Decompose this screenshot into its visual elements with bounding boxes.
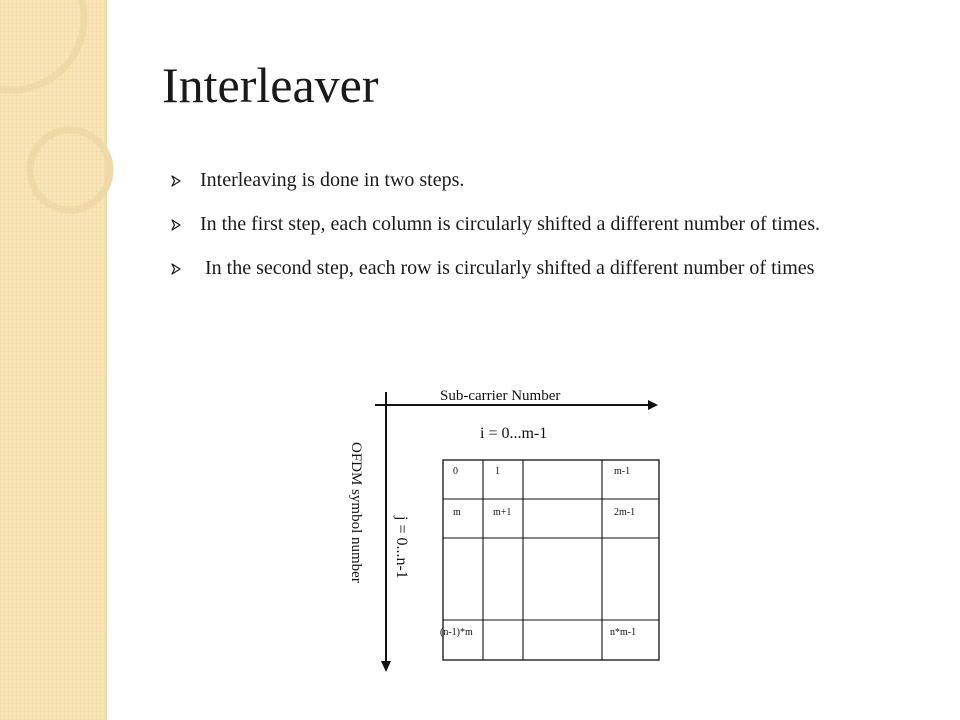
horizontal-index-label: i = 0...m-1 xyxy=(480,425,548,442)
grid-cell: n*m-1 xyxy=(610,627,637,638)
bullet-item xyxy=(168,253,908,284)
bullet-list xyxy=(168,165,908,297)
grid-cell: 2m-1 xyxy=(614,507,636,518)
decorative-ring-large xyxy=(0,0,84,90)
grid-cell: m xyxy=(453,507,461,518)
grid-cell: 0 xyxy=(453,466,458,477)
horizontal-axis-arrowhead xyxy=(648,400,658,410)
grid-cell: m-1 xyxy=(614,466,631,477)
interleaver-grid-diagram xyxy=(330,378,670,678)
decorative-rings xyxy=(0,0,140,240)
vertical-axis-label: OFDM symbol number xyxy=(348,442,364,583)
grid-cell: m+1 xyxy=(493,507,512,518)
vertical-axis-arrowhead xyxy=(381,661,391,672)
grid-cell: 1 xyxy=(495,466,500,477)
bullet-text: In the first step, each column is circularly shifted a different number of times. xyxy=(200,213,820,235)
horizontal-axis-label: Sub-carrier Number xyxy=(440,388,561,404)
right-arrow-icon xyxy=(170,219,182,231)
grid-cell: (n-1)*m xyxy=(440,627,473,638)
vertical-index-label: j = 0...n-1 xyxy=(393,516,410,579)
decorative-ring-small xyxy=(30,130,110,210)
bullet-text: In the second step, each row is circularly shifted a different number of times xyxy=(200,257,815,279)
bullet-text: Interleaving is done in two steps. xyxy=(200,169,465,191)
bullet-item xyxy=(168,209,908,240)
slide-title: Interleaver xyxy=(162,57,379,113)
right-arrow-icon xyxy=(170,263,182,275)
right-arrow-icon xyxy=(170,175,182,187)
bullet-item xyxy=(168,165,908,196)
